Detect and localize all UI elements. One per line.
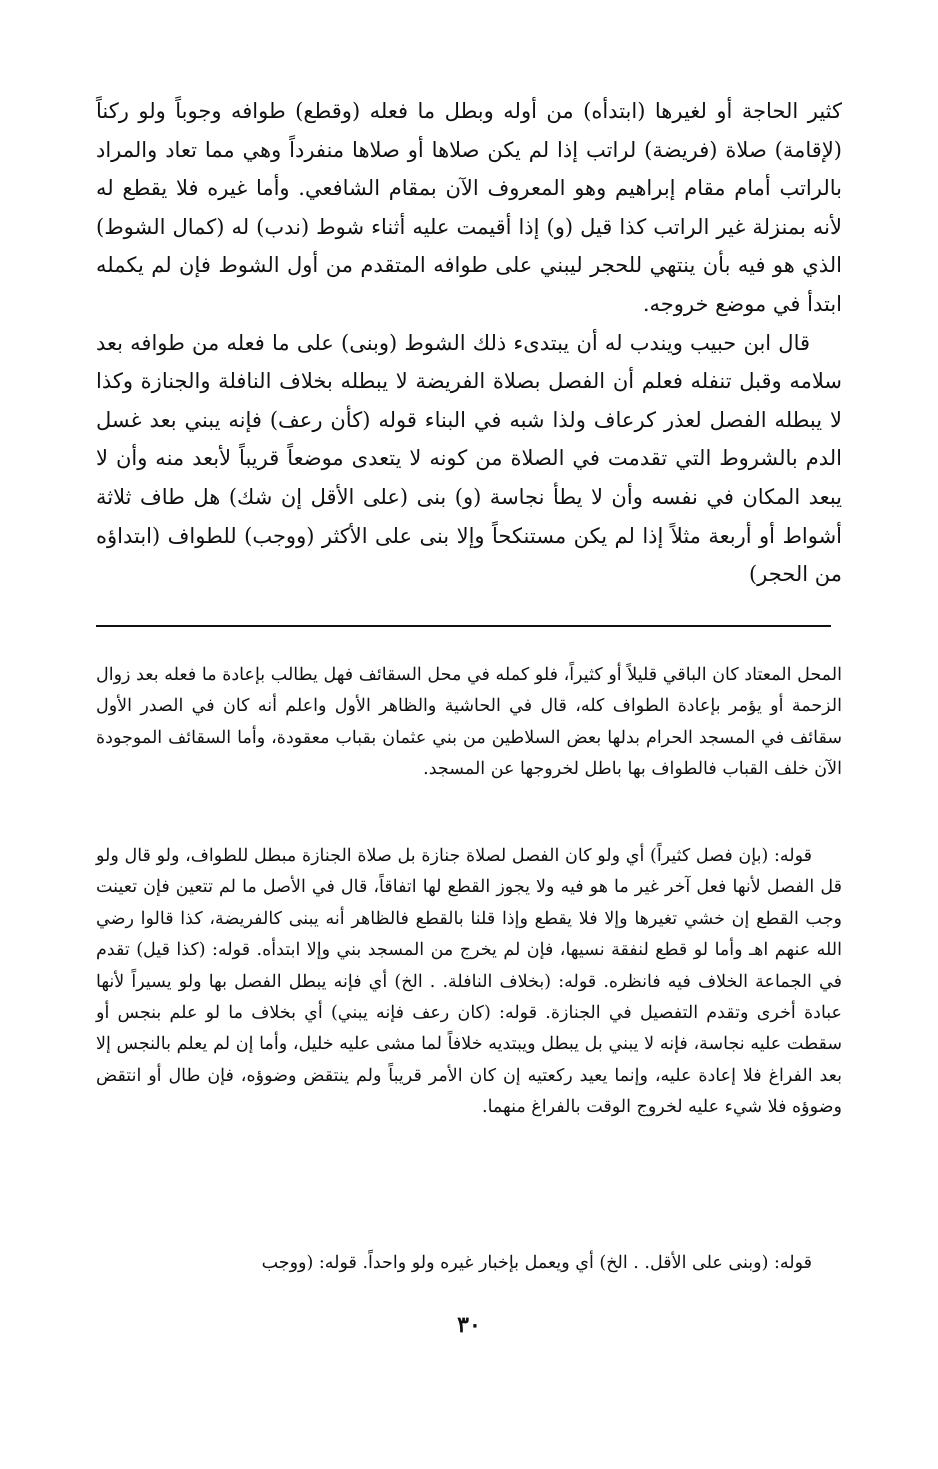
- main-text: [96, 92, 842, 594]
- footnote-block-2: [96, 841, 842, 1124]
- footnote-paragraph-2: قوله: (بإن فصل كثيراً) أي ولو كان الفصل لصلاة جنازة بل صلاة الجنازة مبطل للطواف، ولو قال ولو قل الفصل لأنها فعل آخر غير ما هو فيه ولا يجوز القطع لها اتفاقاً، قال في الأصل ما لم تتعين فإن تعينت وجب القطع إن خشي تغيرها وإلا فلا يقطع وإذا قلنا بالقطع فالظاهر أنه يبنى كالفريضة، كذا قالوا رضي الله عنهم اهـ وأما لو قطع لنفقة نسيها، فإن لم يخرج من المسجد بني وإلا ابتدأه. قوله: (كذا قيل) تقدم في الجماعة الخلاف فيه فانظره. قوله: (بخلاف النافلة. . الخ) أي فإنه يبطل الفصل بها ولو يسيراً لأنها عبادة أخرى وتقدم التفصيل في الجنازة. قوله: (كان رعف فإنه يبني) أي بخلاف ما لو علم بنجس أو سقطت عليه نجاسة، فإنه لا يبني بل يبطل ويبتديه خلافاً لما مشى عليه خليل، وأما إن لم يعلم بالنجس إلا بعد الفراغ فلا إعادة عليه، وإنما يعيد ركعتيه إن كان الأمر قريباً ولم ينتقض وضوؤه، فإن طال أو انتقض وضوؤه فلا شيء عليه لخروج الوقت بالفراغ منهما.: [96, 846, 842, 1118]
- footnote-paragraph-1: المحل المعتاد كان الباقي قليلاً أو كثيراً، فلو كمله في محل السقائف فهل يطالب بإعادة ما فعله بعد زوال الزحمة أو يؤمر بإعادة الطواف كله، قال في الحاشية والظاهر الأول واعلم أنه كان في الصدر الأول سقائف في المسجد الحرام بدلها بعض السلاطين من بني عثمان بقباب معقودة، وأما السقائف الموجودة الآن خلف القباب فالطواف بها باطل لخروجها عن المسجد.: [96, 665, 842, 780]
- page-number: ٣٠: [457, 1312, 481, 1338]
- footnote-separator: [96, 625, 831, 627]
- footnote-paragraph-3: قوله: (وبنى على الأقل. . الخ) أي ويعمل بإخبار غيره ولو واحداً. قوله: (ووجب: [261, 1253, 812, 1273]
- main-paragraph-2: قال ابن حبيب ويندب له أن يبتدىء ذلك الشوط (وبنى) على ما فعله من طوافه بعد سلامه وقبل تنفله فعلم أن الفصل بصلاة الفريضة لا يبطله بخلاف النافلة والجنازة وكذا لا يبطله الفصل لعذر كرعاف ولذا شبه في البناء قوله (كأن رعف) فإنه يبني بعد غسل الدم بالشروط التي تقدمت في الصلاة من كونه لا يتعدى موضعاً قريباً لأبعد منه وأن لا يبعد المكان في نفسه وأن لا يطأ نجاسة (و) بنى (على الأقل إن شك) هل طاف ثلاثة أشواط أو أربعة مثلاً إذا لم يكن مستنكحاً وإلا بنى على الأكثر (ووجب) للطواف (ابتداؤه من الحجر): [96, 330, 842, 587]
- footnote-block-1: [96, 660, 842, 786]
- main-paragraph-1: كثير الحاجة أو لغيرها (ابتدأه) من أوله وبطل ما فعله (وقطع) طوافه وجوباً ولو ركناً (لإقامة) صلاة (فريضة) لراتب إذا لم يكن صلاها أو صلاها منفرداً وهي مما تعاد والمراد بالراتب أمام مقام إبراهيم وهو المعروف الآن بمقام الشافعي. وأما غيره فلا يقطع له لأنه بمنزلة غير الراتب كذا قيل (و) إذا أقيمت عليه أثناء شوط (ندب) له (كمال الشوط) الذي هو فيه بأن ينتهي للحجر ليبني على طوافه المتقدم من أول الشوط فإن لم يكمله ابتدأ في موضع خروجه.: [96, 99, 842, 316]
- footnote-block-3: [96, 1248, 842, 1279]
